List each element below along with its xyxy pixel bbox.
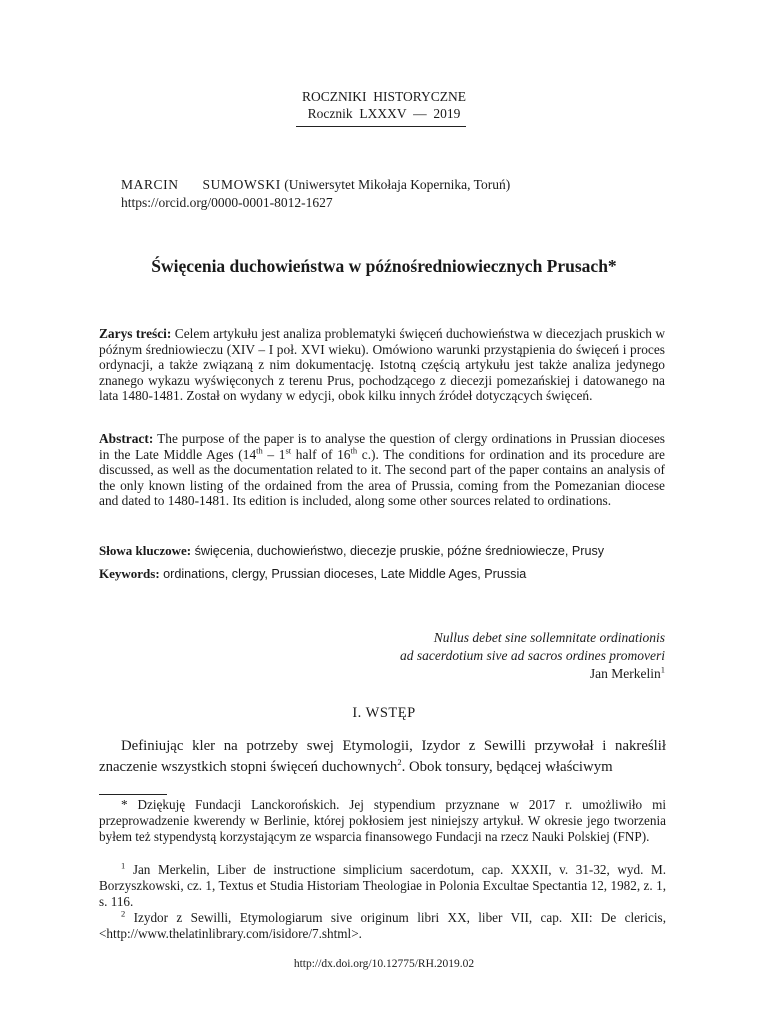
abstract-en-label: Abstract: [99, 431, 154, 446]
article-title: Święcenia duchowieństwa w późnośredniowiecznych Prusach* [151, 256, 617, 276]
epigraph-line-1: Nullus debet sine sollemnitate ordinationis [433, 630, 665, 645]
abstract-pl-text: Celem artykułu jest analiza problematyki święceń duchowieństwa w diecezjach pruskich w późnym średniowieczu (XIV – I poł. XVI wieku). Omówiono warunki przystąpienia do święceń i proces ordynacji, a także związaną z nim dokumentację. Istotną częścią artykułu jest także analiza jedynego znanego wykazu wyświęconych z terenu Prus, pochodzącego z diecezji pomezańskiej i datowanego na lata 1480-1481. Został on wydany w edycji, obok kilku innych źródeł dotyczących święceń. [99, 326, 666, 404]
journal-name: ROCZNIKI HISTORYCZNE [301, 89, 466, 104]
keywords-en-label: Keywords: [99, 566, 160, 581]
footnote-ref[interactable]: 1 [660, 664, 665, 675]
footnote [99, 862, 666, 911]
footnote-text: Dziękuję Fundacji Lanckorońskich. Jej stypendium przyznane w 2017 r. umożliwiło mi przeprowadzenie kwerendy w Berlinie, której pokłosiem jest niniejszy artykuł. W okresie jego tworzenia byłem też stypendystą korzystającym ze wsparcia finansowego Fundacji na rzecz Nauki Polskiej (FNP). [99, 797, 666, 845]
footnote-text: Izydor z Sewilli, Etymologiarum sive originum libri XX, liber VII, cap. XII: De clericis, <http://www.thelatinlibrary.com/isidore/7.shtml>. [99, 910, 666, 942]
doi-link[interactable]: http://dx.doi.org/10.12775/RH.2019.02 [293, 958, 475, 970]
author-affiliation: (Uniwersytet Mikołaja Kopernika, Toruń) [284, 177, 511, 192]
footnote-mark: 2 [121, 908, 126, 919]
body-paragraph [99, 736, 666, 778]
header-divider [296, 126, 466, 127]
superscript: th [350, 445, 358, 456]
superscript: th [256, 445, 263, 456]
journal-header [0, 88, 768, 122]
footnote-text: Jan Merkelin, Liber de instructione simplicium sacerdotum, cap. XXXII, v. 31-32, wyd. M. Borzyszkowski, cz. 1, Textus et Studia Historiam Theologiae in Polonia Excultae Spectantia 12, 1982, z. 1, s. 116. [99, 862, 666, 910]
keywords-en [99, 566, 526, 582]
abstract-en [99, 431, 665, 509]
abstract-pl-label: Zarys treści: [99, 326, 172, 341]
epigraph-line-2: ad sacerdotium sive ad sacros ordines promoveri [400, 648, 665, 663]
abstract-pl [99, 326, 665, 404]
epigraph-attribution: Jan Merkelin [589, 666, 661, 681]
epigraph [400, 629, 665, 683]
footnote-divider [99, 794, 167, 795]
abstract-en-text: – 1 [262, 446, 286, 462]
footnote [99, 910, 666, 942]
abstract-en-text: half of 16 [291, 446, 351, 462]
keywords-pl-label: Słowa kluczowe: [99, 543, 192, 558]
author-name: MARCIN SUMOWSKI [121, 177, 281, 192]
footnote [99, 797, 666, 846]
footnote-ref[interactable]: 2 [397, 757, 402, 768]
section-heading: I. WSTĘP [352, 705, 416, 721]
journal-volume: Rocznik LXXXV — 2019 [307, 106, 461, 121]
abstract-en-text: c.). The conditions for ordination and its procedure are discussed, as well as the documentation related to it. The second part of the paper contains an analysis of the only known listing of the ordained from the area of Prussia, coming from the Pomezanian diocese and dated to 1480-1481. Its edition is included, along some other sources related to ordinations. [99, 446, 665, 509]
superscript: st [285, 445, 292, 456]
author-orcid[interactable]: https://orcid.org/0000-0001-8012-1627 [121, 195, 333, 210]
keywords-pl-value: święcenia, duchowieństwo, diecezje pruskie, późne średniowiecze, Prusy [191, 544, 605, 558]
body-text: . Obok tonsury, będącej właściwym [401, 759, 613, 775]
abstract-en-text: The purpose of the paper is to analyse the question of clergy ordinations in Prussian dioceses in the Late Middle Ages (14 [99, 431, 665, 462]
keywords-en-value: ordinations, clergy, Prussian dioceses, Late Middle Ages, Prussia [159, 567, 527, 581]
body-text: Definiując kler na potrzeby swej Etymologii, Izydor z Sewilli przywołał i nakreślił znaczenie wszystkich stopni święceń duchownych [99, 738, 666, 775]
footnote-mark: 1 [121, 860, 126, 871]
footnote-mark: * [121, 797, 128, 812]
keywords-pl [99, 543, 604, 559]
author-block [121, 176, 510, 212]
